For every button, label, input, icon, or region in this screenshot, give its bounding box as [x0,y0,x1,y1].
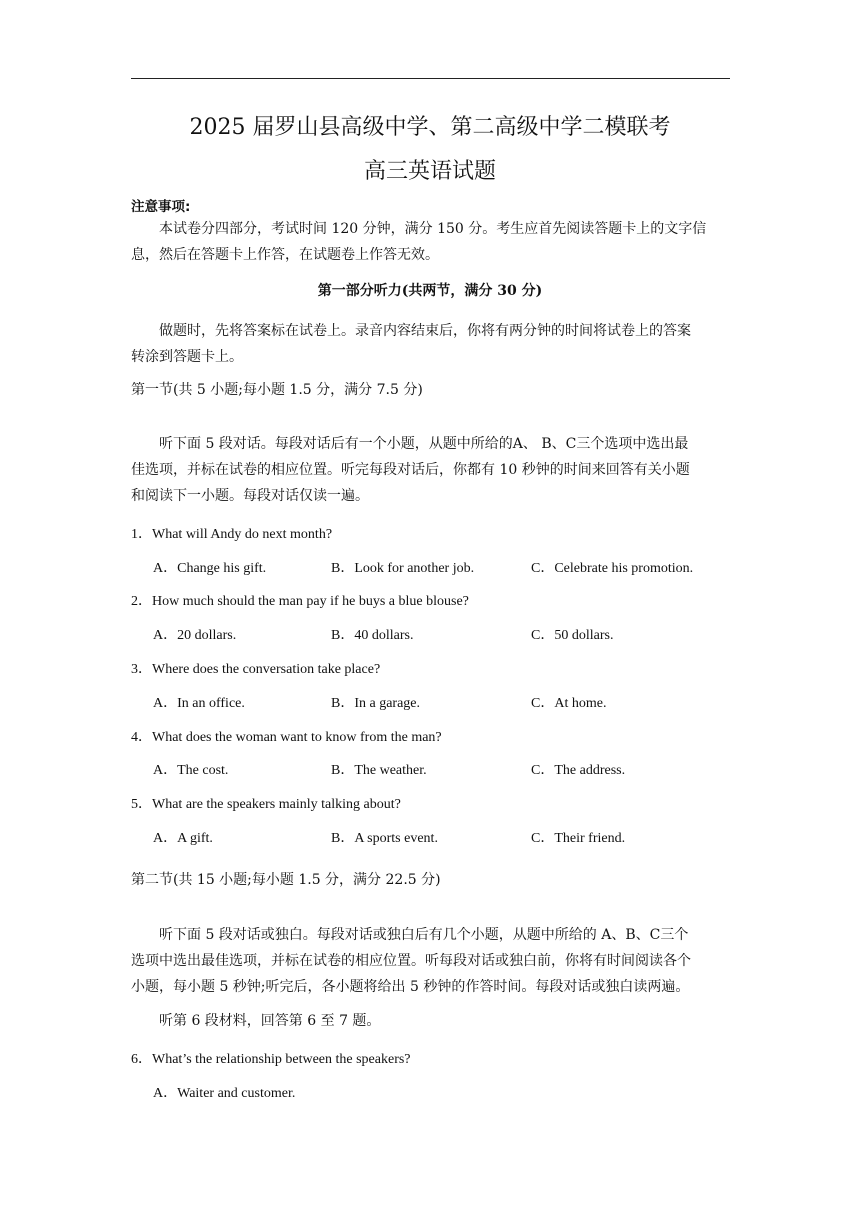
q5-option-c: C．Their friend. [531,831,626,846]
q3-option-a: A．In an office. [153,696,245,711]
q1-option-c: C．Celebrate his promotion. [531,561,694,576]
section2-instr-line-1: 听下面 5 段对话或独白。每段对话或独白后有几个小题，从题中所给的 A、B、C三个 [159,927,689,943]
q5-option-a: A．A gift. [153,831,213,846]
q5-option-b: B．A sports event. [331,831,438,846]
question-6: 6．What’s the relationship between the speakers? [131,1052,411,1067]
question-2: 2．How much should the man pay if he buys a blue blouse? [131,594,469,609]
section2-instr-line-3: 小题，每小题 5 秒钟;听完后，各小题将给出 5 秒钟的作答时间。每段对话或独白读两遍。 [131,979,690,995]
q4-option-a: A．The cost. [153,763,229,778]
q2-option-c: C．50 dollars. [531,628,614,643]
q3-option-b: B．In a garage. [331,696,421,711]
exam-title: 2025 届罗山县高级中学、第二高级中学二模联考 [189,115,671,140]
section1-instr-line-2: 佳选项，并标在试卷的相应位置。听完每段对话后，你都有 10 秒钟的时间来回答有关小题 [131,462,690,478]
q2-option-b: B．40 dollars. [331,628,414,643]
section2-material-note: 听第 6 段材料，回答第 6 至 7 题。 [159,1013,381,1029]
q1-option-b: B．Look for another job. [331,561,475,576]
section1-instr-line-3: 和阅读下一小题。每段对话仅读一遍。 [131,488,369,504]
q6-option-a: A．Waiter and customer. [153,1086,296,1101]
section2-instr-line-2: 选项中选出最佳选项，并标在试卷的相应位置。听每段对话或独白前，你将有时间阅读各个 [131,953,691,969]
q3-option-c: C．At home. [531,696,607,711]
notice-heading: 注意事项: [131,199,191,215]
question-1: 1．What will Andy do next month? [131,527,333,542]
question-5: 5．What are the speakers mainly talking about? [131,797,401,812]
notice-line-2: 息，然后在答题卡上作答，在试题卷上作答无效。 [131,247,439,263]
section2-heading: 第二节(共 15 小题;每小题 1.5 分，满分 22.5 分) [131,872,441,888]
part1-intro-line-2: 转涂到答题卡上。 [131,349,243,365]
notice-line-1: 本试卷分四部分，考试时间 120 分钟，满分 150 分。考生应首先阅读答题卡上的文字信 [159,221,707,237]
question-4: 4．What does the woman want to know from the man? [131,730,442,745]
part1-intro-line-1: 做题时，先将答案标在试卷上。录音内容结束后，你将有两分钟的时间将试卷上的答案 [159,323,691,339]
q4-option-b: B．The weather. [331,763,427,778]
part1-heading: 第一部分听力(共两节，满分 30 分) [317,283,543,299]
question-3: 3．Where does the conversation take place? [131,662,381,677]
section1-heading: 第一节(共 5 小题;每小题 1.5 分，满分 7.5 分) [131,382,423,398]
q4-option-c: C．The address. [531,763,626,778]
q2-option-a: A．20 dollars. [153,628,237,643]
exam-subtitle: 高三英语试题 [363,159,496,184]
q1-option-a: A．Change his gift. [153,561,267,576]
header-rule [131,78,730,79]
section1-instr-line-1: 听下面 5 段对话。每段对话后有一个小题，从题中所给的A、 B、C三个选项中选出最 [159,436,689,452]
